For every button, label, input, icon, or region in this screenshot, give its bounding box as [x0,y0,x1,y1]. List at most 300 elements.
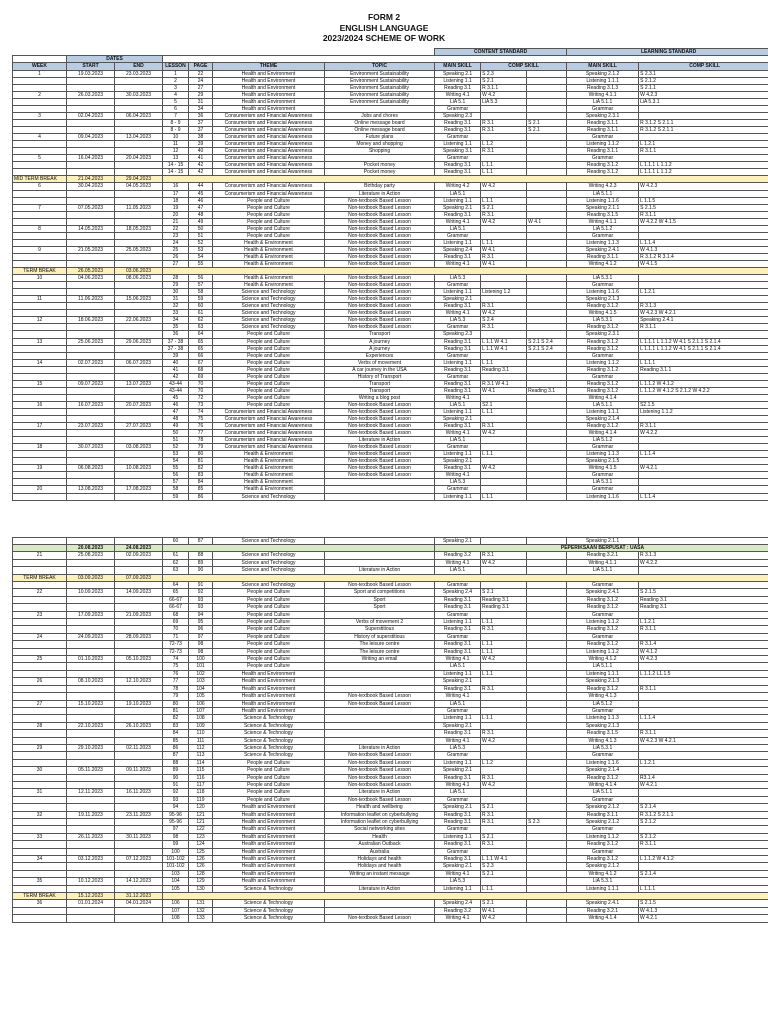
comp-skill-2-cell [527,162,567,169]
lesson-cell: 57 [163,479,189,486]
page-cell: 55 [189,260,213,267]
theme-cell: Health and Environment [213,84,325,91]
page-cell: 120 [189,804,213,811]
comp-skill-1-cell: Listening 1.2 [481,289,527,296]
start-date-cell [67,752,115,759]
table-row [13,589,768,596]
start-date-cell [67,693,115,700]
topic-cell: Non-textbook Based Lesson [325,582,435,589]
table-row [13,781,768,788]
ls-comp-skill-cell [639,105,768,112]
page-cell: 95 [189,619,213,626]
ls-comp-skill-cell: R 3.1.1 [639,211,768,218]
table-row [13,493,768,500]
table-row [13,626,768,633]
end-date-cell [115,141,163,148]
page-header: PAGE [189,63,213,70]
learning-standard-header: LEARNING STANDARD [567,48,768,55]
topic-cell [325,685,435,692]
ls-comp-skill-header: COMP SKILL [639,63,768,70]
table-row [13,907,768,914]
comp-skill-1-cell: R 3.1 [481,148,527,155]
lesson-cell: 60 [163,537,189,544]
theme-cell: Consumerism and Financial Awareness [213,437,325,444]
main-skill-cell: Speaking 2.1 [435,70,481,77]
table-row [13,472,768,479]
end-date-cell: 19.10.2023 [115,700,163,707]
start-date-cell [67,303,115,310]
theme-cell: People and Culture [213,394,325,401]
start-date-cell [67,670,115,677]
end-date-cell [115,715,163,722]
end-date-cell: 05.10.2023 [115,656,163,663]
week-cell [13,826,67,833]
topic-cell [325,552,435,559]
start-date-cell [67,479,115,486]
end-date-cell [115,324,163,331]
comp-skill-1-cell [481,479,527,486]
topic-cell: Non-textbook Based Lesson [325,759,435,766]
end-date-cell [115,826,163,833]
lesson-header: LESSON [163,63,189,70]
ls-comp-skill-cell [639,437,768,444]
mid-term-break-row [13,176,768,183]
comp-skill-2-cell [527,303,567,310]
start-date-cell: 16.04.2023 [67,155,115,162]
lesson-cell: 45 [163,394,189,401]
lesson-cell: 69 [163,619,189,626]
comp-skill-1-cell [481,444,527,451]
week-cell [13,848,67,855]
comp-skill-2-cell [527,656,567,663]
table-row [13,759,768,766]
week-cell: 13 [13,338,67,345]
comp-skill-1-cell: L 1.2 [481,759,527,766]
topic-cell: Non-textbook Based Lesson [325,752,435,759]
end-date-cell [115,77,163,84]
main-skill-cell: Grammar [435,848,481,855]
lesson-cell: 78 [163,685,189,692]
ls-comp-skill-cell: W 4.2.3 [639,656,768,663]
table-row [13,387,768,394]
week-cell: 10 [13,275,67,282]
table-row [13,486,768,493]
topic-cell: Non-textbook Based Lesson [325,416,435,423]
start-date-cell [67,373,115,380]
break-label: TERM BREAK [13,268,67,275]
comp-skill-1-cell: R 3.1 [481,626,527,633]
week-cell: 14 [13,359,67,366]
theme-cell: People and Culture [213,789,325,796]
topic-header: TOPIC [325,63,435,70]
comp-skill-2-cell [527,626,567,633]
ls-main-skill-cell: LiA 5.1.2 [567,437,639,444]
lesson-cell: 70 [163,626,189,633]
topic-cell: Non-textbook Based Lesson [325,260,435,267]
week-cell: 32 [13,811,67,818]
ls-main-skill-cell: LiA 5.1.2 [567,225,639,232]
topic-cell: Non-textbook Based Lesson [325,239,435,246]
rows-group-4a [13,537,768,544]
ls-comp-skill-cell [639,878,768,885]
topic-cell: Literature in Action [325,190,435,197]
end-date-cell [115,752,163,759]
main-skill-cell: Speaking 2.1 [435,804,481,811]
lesson-cell: 72-73 [163,648,189,655]
ls-main-skill-cell: Listening 1.1.6 [567,289,639,296]
page-cell: 126 [189,856,213,863]
start-date-cell: 25.06.2023 [67,338,115,345]
comp-skill-2-cell [527,596,567,603]
assessment-label: PEPERIKSAAN BERPUSAT : UASA [435,544,768,551]
week-cell [13,211,67,218]
topic-cell: Non-textbook Based Lesson [325,430,435,437]
main-skill-cell: Speaking 2.1 [435,678,481,685]
page-cell: 74 [189,408,213,415]
ls-comp-skill-cell: Reading 3.1.1 [639,366,768,373]
main-skill-cell: Reading 3.1 [435,84,481,91]
theme-cell: Health and Environment [213,98,325,105]
table-row [13,211,768,218]
end-date-cell: 25.05.2023 [115,246,163,253]
table-row [13,915,768,922]
week-cell: 26 [13,678,67,685]
ls-main-skill-cell: Grammar [567,611,639,618]
lesson-cell: 31 [163,296,189,303]
main-skill-cell: Speaking 2.1 [435,296,481,303]
lesson-cell: 101-102 [163,863,189,870]
week-cell [13,707,67,714]
table-row [13,190,768,197]
week-cell: 25 [13,656,67,663]
start-date-cell [67,537,115,544]
lesson-cell: 103 [163,870,189,877]
break-end: 31.12.2023 [115,893,163,900]
main-skill-cell: Writing 4.1 [435,310,481,317]
page-cell: 49 [189,218,213,225]
week-cell [13,289,67,296]
theme-cell: Science & Technology [213,730,325,737]
theme-cell: People and Culture [213,619,325,626]
theme-cell: People and Culture [213,596,325,603]
week-cell [13,781,67,788]
lesson-cell: 33 [163,310,189,317]
ls-comp-skill-cell [639,767,768,774]
week-header: WEEK [13,63,67,70]
theme-cell: People and Culture [213,796,325,803]
lesson-cell: 82 [163,715,189,722]
lesson-cell: 43-44 [163,387,189,394]
lesson-cell: 99 [163,841,189,848]
main-skill-cell: Speaking 2.1 [435,863,481,870]
ls-comp-skill-cell [639,444,768,451]
main-skill-cell: Writing 4.1 [435,91,481,98]
main-skill-cell: Reading 3.2 [435,907,481,914]
page-cell: 87 [189,537,213,544]
main-skill-cell: Speaking 2.4 [435,900,481,907]
start-date-cell [67,232,115,239]
page-cell: 105 [189,693,213,700]
main-skill-cell: Listening 1.1 [435,493,481,500]
ls-comp-skill-cell [639,275,768,282]
end-date-cell [115,394,163,401]
topic-cell: Verbs of movement 2 [325,619,435,626]
comp-skill-1-cell: L 1.1 [481,648,527,655]
theme-cell: Consumerism and Financial Awareness [213,120,325,127]
comp-skill-1-cell [481,537,527,544]
ls-comp-skill-cell: W 4.1.5 [639,260,768,267]
comp-skill-1-cell: S 2.4 [481,317,527,324]
comp-skill-2-cell [527,451,567,458]
ls-comp-skill-cell: R 3.1.1 [639,423,768,430]
theme-cell: People and Culture [213,611,325,618]
theme-cell: Health and Environment [213,678,325,685]
topic-cell: Non-textbook Based Lesson [325,444,435,451]
topic-cell: Non-textbook Based Lesson [325,408,435,415]
topic-cell: Online message board [325,120,435,127]
topic-cell: Money and shopping [325,141,435,148]
topic-cell: Non-textbook Based Lesson [325,472,435,479]
page-cell: 65 [189,338,213,345]
comp-skill-2-cell [527,663,567,670]
lesson-cell: 95-96 [163,819,189,826]
ls-comp-skill-cell: R 3.1.1 [639,841,768,848]
theme-cell: Science and Technology [213,310,325,317]
page-cell: 37 [189,120,213,127]
table-row [13,663,768,670]
comp-skill-1-cell: W 4.2 [481,781,527,788]
ls-main-skill-cell: Writing 4.1.4 [567,781,639,788]
topic-cell: Literature in Action [325,744,435,751]
comp-skill-1-cell: R 3.1 [481,120,527,127]
week-cell [13,345,67,352]
ls-main-skill-cell: LiA 5.1.1 [567,789,639,796]
start-date-cell: 09.04.2023 [67,134,115,141]
ls-main-skill-cell: Writing 4.2.3 [567,183,639,190]
page-cell: 29 [189,91,213,98]
theme-cell: Consumerism and Financial Awareness [213,169,325,176]
main-skill-cell: Reading 3.1 [435,120,481,127]
ls-comp-skill-cell [639,663,768,670]
theme-cell: Health & Environment [213,458,325,465]
ls-comp-skill-cell: R 3.1.3 [639,303,768,310]
week-cell [13,77,67,84]
lesson-cell: 29 [163,282,189,289]
start-date-cell [67,282,115,289]
break-start: 26.05.2023 [67,268,115,275]
ls-main-skill-cell: Reading 3.2.1 [567,907,639,914]
comp-skill-2-cell [527,352,567,359]
theme-cell: People and Culture [213,331,325,338]
comp-skill-1-cell [481,232,527,239]
topic-cell: A journey [325,345,435,352]
ls-main-skill-cell: Grammar [567,472,639,479]
week-cell [13,796,67,803]
main-skill-cell: LiA 5.1 [435,700,481,707]
week-cell [13,648,67,655]
ls-main-skill-cell: Speaking 2.1.1 [567,204,639,211]
table-row [13,303,768,310]
end-date-cell [115,596,163,603]
week-cell: 12 [13,317,67,324]
end-date-cell [115,289,163,296]
comp-skill-2-cell [527,774,567,781]
lesson-cell: 66-67 [163,596,189,603]
ls-main-skill-cell: Listening 1.1.2 [567,359,639,366]
table-row [13,633,768,640]
end-header: END [115,63,163,70]
comp-skill-2-cell [527,633,567,640]
topic-cell: Non-textbook Based Lesson [325,324,435,331]
comp-skill-1-cell: R 3.1 [481,819,527,826]
main-skill-cell: Listening 1.1 [435,197,481,204]
ls-comp-skill-cell: L 1.1.4 [639,715,768,722]
main-skill-cell: Reading 3.1 [435,596,481,603]
theme-cell: Health and Environment [213,700,325,707]
main-skill-cell: LiA 5.3 [435,744,481,751]
theme-cell: Science & Technology [213,900,325,907]
lesson-cell: 40 [163,359,189,366]
lesson-cell: 5 [163,98,189,105]
week-cell [13,239,67,246]
lesson-cell: 50 [163,430,189,437]
table-row [13,774,768,781]
end-date-cell: 07.12.2023 [115,856,163,863]
theme-cell: People and Culture [213,218,325,225]
end-date-cell [115,451,163,458]
main-skill-cell: Reading 3.1 [435,685,481,692]
comp-skill-1-cell [481,693,527,700]
start-date-cell [67,907,115,914]
topic-cell: Social networking sites [325,826,435,833]
week-cell [13,373,67,380]
break-end: 29.04.2023 [115,176,163,183]
lesson-cell: 72-73 [163,641,189,648]
lesson-cell: 79 [163,693,189,700]
comp-skill-2-cell [527,715,567,722]
lesson-cell: 47 [163,408,189,415]
start-date-cell [67,218,115,225]
ls-main-skill-cell: Listening 1.1.3 [567,451,639,458]
table-row [13,611,768,618]
ls-main-skill-cell: Reading 3.1.2 [567,162,639,169]
ls-main-skill-cell: Grammar [567,105,639,112]
ls-main-skill-cell: Reading 3.1.2 [567,338,639,345]
table-row [13,693,768,700]
lesson-cell: 18 [163,197,189,204]
lesson-cell: 34 [163,317,189,324]
main-skill-cell: Listening 1.1 [435,619,481,626]
comp-skill-1-cell [481,296,527,303]
ls-comp-skill-cell: S 2.1.1 [639,84,768,91]
topic-cell: Verbs of movement [325,359,435,366]
lesson-cell: 65 [163,589,189,596]
topic-cell [325,559,435,566]
table-row [13,604,768,611]
comp-skill-1-cell: L 1.1 [481,619,527,626]
theme-cell: People and Culture [213,604,325,611]
ls-comp-skill-cell: S 2.1.2 [639,833,768,840]
ls-comp-skill-cell [639,486,768,493]
start-date-cell: 29.10.2023 [67,744,115,751]
main-skill-cell: Writing 4.1 [435,915,481,922]
ls-main-skill-cell: Speaking 2.4.1 [567,900,639,907]
week-cell [13,310,67,317]
table-row [13,458,768,465]
page-cell: 93 [189,604,213,611]
ls-main-skill-cell: Grammar [567,232,639,239]
comp-skill-1-cell: R 3.1 [481,811,527,818]
ls-main-skill-cell: Reading 3.1.2 [567,685,639,692]
topic-cell [325,663,435,670]
ls-comp-skill-cell [639,373,768,380]
table-row [13,596,768,603]
dates-header: DATES [67,55,163,62]
topic-cell: Sport [325,596,435,603]
theme-cell: Consumerism and Financial Awareness [213,141,325,148]
comp-skill-1-cell [481,789,527,796]
end-date-cell: 14.09.2023 [115,589,163,596]
rows-group-3 [13,275,768,501]
table-row [13,352,768,359]
ls-main-skill-cell: LiA 5.3.1 [567,744,639,751]
comp-skill-1-cell [481,282,527,289]
ls-comp-skill-cell [639,155,768,162]
theme-cell: Health & Environment [213,260,325,267]
topic-cell: Literature in Action [325,437,435,444]
ls-comp-skill-cell: S 2.1.5 [639,589,768,596]
comp-skill-1-cell: R 3.1 [481,324,527,331]
start-date-cell [67,260,115,267]
week-cell [13,416,67,423]
comp-skill-2-cell [527,856,567,863]
topic-cell [325,611,435,618]
theme-cell: Science and Technology [213,582,325,589]
main-skill-cell: Listening 1.1 [435,359,481,366]
week-cell: 27 [13,700,67,707]
theme-cell: Science and Technology [213,289,325,296]
table-row [13,218,768,225]
lesson-cell: 30 [163,289,189,296]
page-cell: 126 [189,863,213,870]
ls-comp-skill-cell [639,863,768,870]
main-skill-cell: Reading 3.1 [435,162,481,169]
end-date-cell: 09.11.2023 [115,767,163,774]
week-cell [13,253,67,260]
ls-comp-skill-cell: W 4.2.2 [639,430,768,437]
main-skill-cell: Reading 3.1 [435,811,481,818]
ls-comp-skill-cell: W 4.2.3 [639,91,768,98]
ls-main-skill-cell: Grammar [567,373,639,380]
main-skill-cell: Speaking 2.4 [435,589,481,596]
ls-comp-skill-cell: L 1.1.1 L 1.1.2 W 4.1 S 2.1.1 S 2.1.4 [639,338,768,345]
ls-comp-skill-cell: L 1.1.2 W 4.1.2 [639,380,768,387]
ls-comp-skill-cell: Reading 3.1 [639,604,768,611]
lesson-cell: 61 [163,552,189,559]
topic-cell: Sport and competitions [325,589,435,596]
week-cell: 1 [13,70,67,77]
comp-skill-1-cell [481,458,527,465]
start-date-cell: 06.08.2023 [67,465,115,472]
term-break-row-1 [13,268,768,275]
start-date-cell [67,190,115,197]
lesson-cell: 86 [163,744,189,751]
ls-main-skill-cell: Grammar [567,796,639,803]
end-date-cell [115,604,163,611]
start-date-cell [67,781,115,788]
subject-title: ENGLISH LANGUAGE [339,22,429,33]
lesson-cell: 42 [163,373,189,380]
